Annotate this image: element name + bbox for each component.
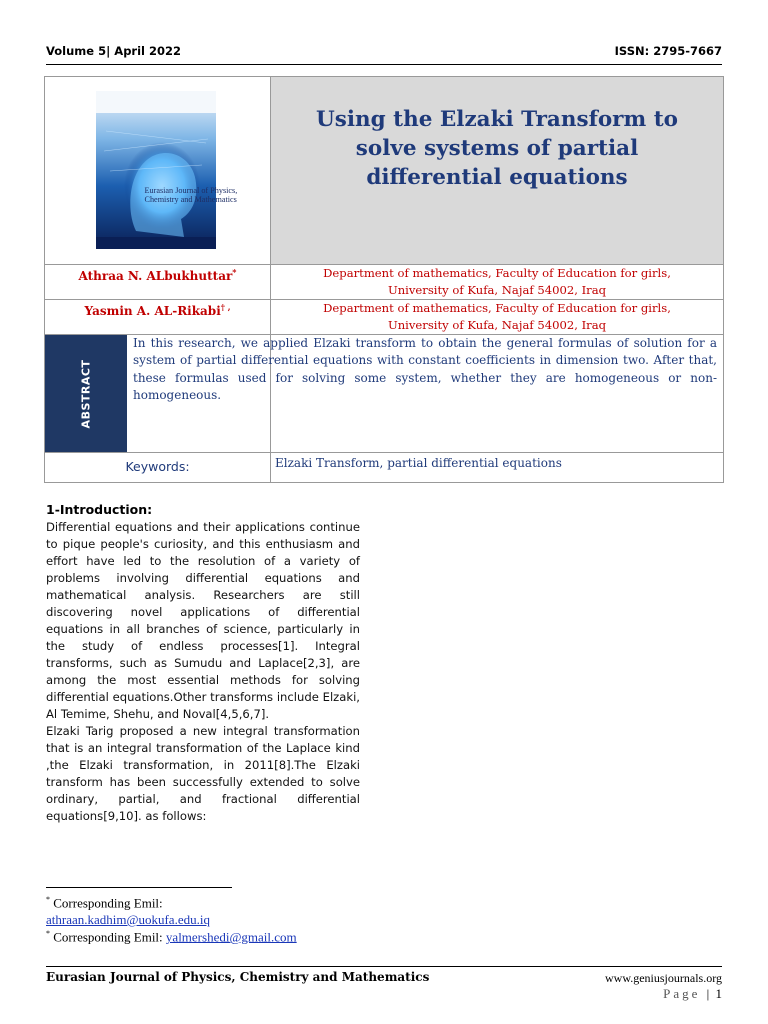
footnote-2-email-link[interactable]: yalmershedi@gmail.com — [165, 929, 297, 945]
footnote-rule — [46, 887, 232, 888]
abstract-text-cell — [133, 335, 724, 453]
footnote-2-label: Corresponding Emil: — [53, 929, 163, 945]
keywords-label: Keywords: — [45, 453, 271, 483]
page-number: 1 — [715, 986, 722, 1001]
introduction-paragraph-1: Differential equations and their applications continue to pique people's curiosity, and this enthusiasm and effort have led to the resolution of a variety of problems involving differential equations and mathematical analysis. Researchers are still discovering novel applications of differential equations in all branches of science, particularly in the study of endless processes[1]. Integral transforms, such as Sumudu and Laplace[2,3], are among the most essential methods for solving differential equations.Other transforms include Elzaki, Al Temime, Shehu, and Noval[4,5,6,7]. — [46, 520, 360, 721]
page-word: Page — [663, 986, 701, 1001]
article-meta-table — [44, 76, 724, 483]
cover-cell — [45, 77, 271, 265]
footnote-1-mark: * — [46, 895, 50, 904]
footnote-2-mark: * — [46, 929, 50, 938]
author-2-mark: † , — [220, 302, 231, 312]
cover-title-line2: Chemistry and Mathematics — [144, 194, 237, 204]
author-1-affiliation-line1: Department of mathematics, Faculty of Education for girls, — [323, 266, 671, 280]
title-cell — [271, 77, 724, 265]
author-1-affiliation — [271, 265, 724, 300]
introduction-heading: 1-Introduction: — [46, 502, 153, 517]
header-rule — [46, 64, 722, 65]
keywords-text: Elzaki Transform, partial differential equations — [271, 453, 724, 483]
header-issn: ISSN: 2795-7667 — [614, 44, 722, 58]
header-volume: Volume 5| April 2022 — [46, 44, 181, 58]
author-1-mark: * — [232, 267, 237, 277]
author-2-affiliation-line2: University of Kufa, Najaf 54002, Iraq — [387, 318, 607, 332]
footnote-1-email-line — [46, 912, 210, 928]
abstract-label: ABSTRACT — [79, 359, 93, 429]
author-2-name: Yasmin A. AL-Rikabi — [84, 304, 221, 318]
cover-journal-title — [145, 186, 269, 204]
footnote-2 — [46, 929, 297, 945]
journal-cover-image — [96, 91, 216, 249]
author-2 — [45, 300, 271, 335]
author-1 — [45, 265, 271, 300]
introduction-paragraph-2: Elzaki Tarig proposed a new integral transformation that is an integral transformation of the Laplace kind ,the Elzaki transformation, in 2011[8].The Elzaki transform has been successfully extended to solve ordinary, partial, and fractional differential equations[9,10]. as follows: — [46, 724, 360, 823]
abstract-text: In this research, we applied Elzaki transform to obtain the general formulas of solution for a system of partial differential equations with constant coefficients in dimension two. After that, these formulas used for solving some system, whether they are homogeneous or non-homogeneous. — [133, 336, 717, 402]
author-1-name: Athraa N. ALbukhuttar — [78, 269, 233, 283]
author-2-affiliation — [271, 300, 724, 335]
footer-journal-name: Eurasian Journal of Physics, Chemistry and Mathematics — [46, 970, 430, 984]
author-1-affiliation-line2: University of Kufa, Najaf 54002, Iraq — [387, 283, 607, 297]
footnote-1 — [46, 895, 163, 911]
article-title: Using the Elzaki Transform to solve systems of partial differential equations — [316, 107, 678, 190]
cover-title-line1: Eurasian Journal of Physics, — [144, 185, 238, 195]
introduction-section — [46, 502, 360, 825]
page-number-block — [663, 986, 722, 1002]
page-separator: | — [706, 986, 710, 1001]
footer-rule — [46, 966, 722, 967]
footnote-1-email-link[interactable]: athraan.kadhim@uokufa.edu.iq — [46, 912, 210, 927]
author-2-affiliation-line1: Department of mathematics, Faculty of Education for girls, — [323, 301, 671, 315]
footer-website[interactable]: www.geniusjournals.org — [605, 971, 722, 985]
footnote-1-label: Corresponding Emil: — [53, 895, 163, 911]
